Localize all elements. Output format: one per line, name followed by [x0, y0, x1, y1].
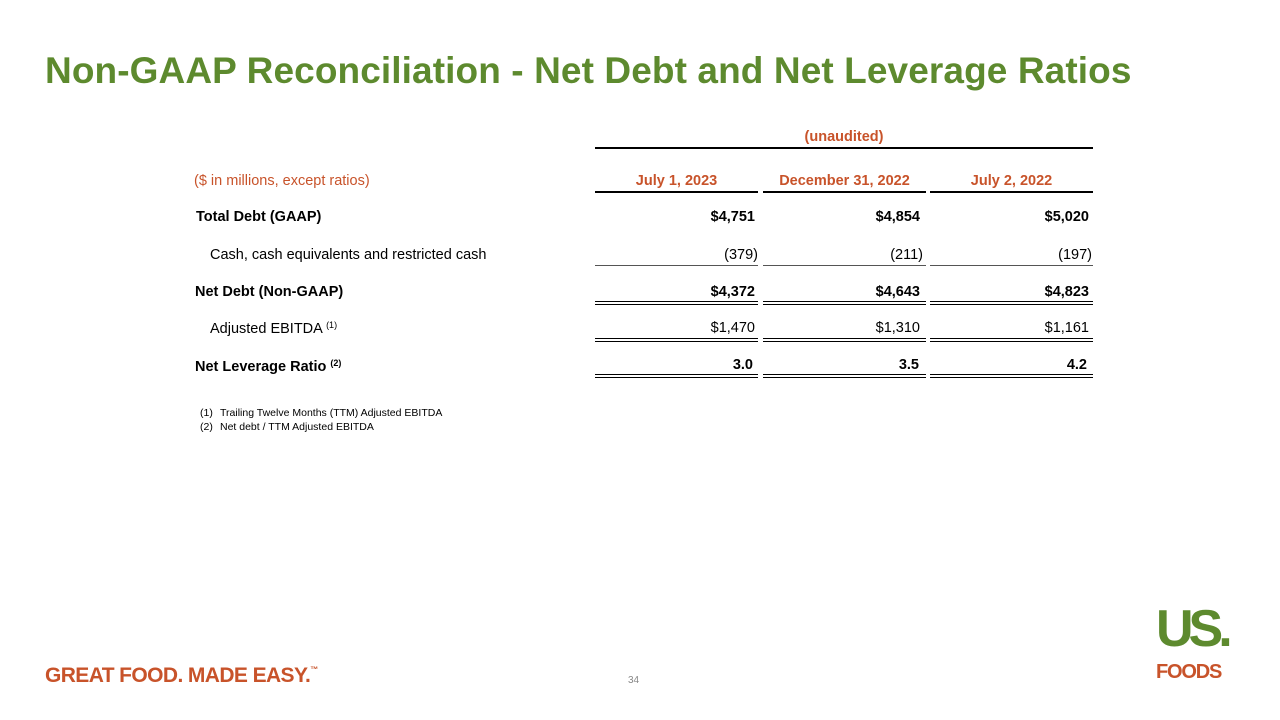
- table-cell: $4,854: [875, 209, 920, 225]
- row-label-total-debt: Total Debt (GAAP): [196, 209, 322, 225]
- table-cell: 3.0: [732, 357, 753, 373]
- double-rule: [930, 338, 1093, 342]
- table-cell: (211): [890, 247, 923, 263]
- subtotal-rule: [595, 265, 758, 266]
- logo-foods-text: FOODS: [1156, 661, 1222, 683]
- table-cell: $4,372: [710, 284, 755, 300]
- row-label-adjusted-ebitda: Adjusted EBITDA $^{(1)}$: [210, 320, 338, 337]
- table-cell: 3.5: [898, 357, 919, 373]
- header-rule: [595, 147, 1093, 149]
- row-label-cash: Cash, cash equivalents and restricted cash: [210, 247, 487, 263]
- footnote: (2) Net debt / TTM Adjusted EBITDA: [200, 421, 374, 433]
- page-title: Non-GAAP Reconciliation - Net Debt and Net Leverage Ratios: [45, 50, 1132, 91]
- double-rule: [763, 301, 926, 305]
- us-foods-logo: [1150, 600, 1245, 690]
- logo-us-text: US.: [1156, 600, 1228, 658]
- table-cell: $1,470: [710, 320, 755, 336]
- table-cell: $4,643: [875, 284, 920, 300]
- page-number: 34: [628, 675, 640, 686]
- column-rule: [595, 191, 758, 193]
- table-cell: $5,020: [1044, 209, 1089, 225]
- column-header-jul-2022: July 2, 2022: [970, 173, 1053, 189]
- column-header-jul-2023: July 1, 2023: [635, 173, 718, 189]
- footnote: (1) Trailing Twelve Months (TTM) Adjusted EBITDA: [200, 407, 443, 419]
- subtotal-rule: [763, 265, 926, 266]
- double-rule: [595, 301, 758, 305]
- row-label-net-debt: Net Debt (Non-GAAP): [195, 284, 344, 300]
- double-rule: [930, 374, 1093, 378]
- unaudited-label: (unaudited): [804, 129, 884, 145]
- column-rule: [763, 191, 926, 193]
- table-cell: (379): [724, 247, 758, 263]
- column-rule: [930, 191, 1093, 193]
- units-label: ($ in millions, except ratios): [194, 173, 370, 189]
- table-cell: $1,310: [875, 320, 920, 336]
- row-label-net-leverage-ratio: Net Leverage Ratio $^{(2)}$: [195, 358, 342, 375]
- subtotal-rule: [930, 265, 1093, 266]
- footnote-ref: (2): [330, 358, 342, 368]
- trademark-symbol: ™: [310, 665, 319, 674]
- double-rule: [930, 301, 1093, 305]
- column-header-dec-2022: December 31, 2022: [779, 173, 910, 189]
- table-cell: $4,751: [710, 209, 755, 225]
- double-rule: [595, 374, 758, 378]
- table-cell: 4.2: [1066, 357, 1087, 373]
- table-cell: (197): [1058, 247, 1092, 263]
- tagline: GREAT FOOD. MADE EASY.™: [45, 664, 319, 687]
- double-rule: [763, 338, 926, 342]
- table-cell: $4,823: [1044, 284, 1089, 300]
- double-rule: [595, 338, 758, 342]
- double-rule: [763, 374, 926, 378]
- footnote-ref: (1): [326, 320, 338, 330]
- table-cell: $1,161: [1044, 320, 1089, 336]
